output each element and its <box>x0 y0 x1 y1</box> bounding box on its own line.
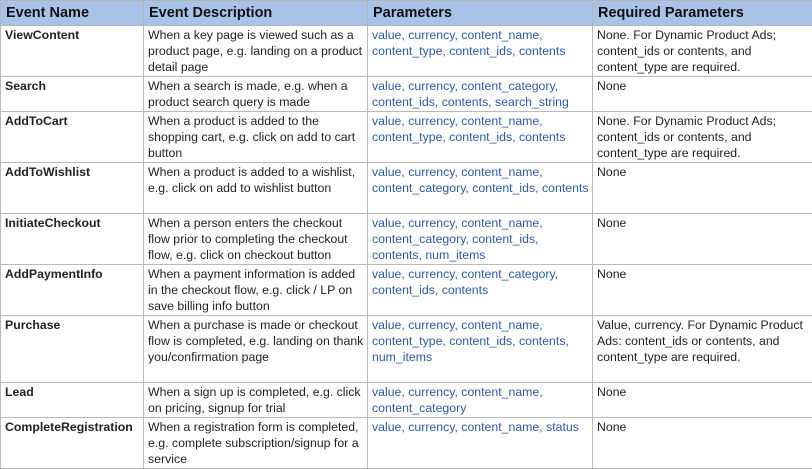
table-row <box>1 418 812 469</box>
parameters-cell: value, currency, content_name, content_category, content_ids, contents, num_items <box>368 214 593 265</box>
event-name-cell: Purchase <box>1 316 144 383</box>
header-event-name: Event Name <box>1 1 144 26</box>
event-description-cell: When a registration form is completed, e.g. complete subscription/signup for a service <box>144 418 368 469</box>
required-parameters-cell: None <box>593 163 812 214</box>
parameters-cell: value, currency, content_category, content_ids, contents <box>368 265 593 316</box>
parameters-cell: value, currency, content_name, status <box>368 418 593 469</box>
parameters-cell: value, currency, content_category, content_ids, contents, search_string <box>368 77 593 112</box>
parameters-cell: value, currency, content_name, content_category <box>368 383 593 418</box>
parameters-cell: value, currency, content_name, content_type, content_ids, contents <box>368 112 593 163</box>
event-description-cell: When a search is made, e.g. when a product search query is made <box>144 77 368 112</box>
header-required-parameters: Required Parameters <box>593 1 812 26</box>
table-row <box>1 163 812 214</box>
event-description-cell: When a product is added to the shopping cart, e.g. click on add to cart button <box>144 112 368 163</box>
parameters-cell: value, currency, content_name, content_type, content_ids, contents <box>368 26 593 77</box>
table-row <box>1 316 812 383</box>
table-row <box>1 214 812 265</box>
required-parameters-cell: None <box>593 383 812 418</box>
required-parameters-cell: None <box>593 265 812 316</box>
event-name-cell: AddToCart <box>1 112 144 163</box>
event-name-cell: CompleteRegistration <box>1 418 144 469</box>
header-parameters: Parameters <box>368 1 593 26</box>
event-description-cell: When a payment information is added in the checkout flow, e.g. click / LP on save billing info button <box>144 265 368 316</box>
parameters-cell: value, currency, content_name, content_type, content_ids, contents, num_items <box>368 316 593 383</box>
required-parameters-cell: None <box>593 418 812 469</box>
event-description-cell: When a sign up is completed, e.g. click on pricing, signup for trial <box>144 383 368 418</box>
table-row <box>1 383 812 418</box>
table-row <box>1 26 812 77</box>
parameters-cell: value, currency, content_name, content_category, content_ids, contents <box>368 163 593 214</box>
header-row <box>1 1 812 26</box>
table-row <box>1 77 812 112</box>
event-name-cell: AddPaymentInfo <box>1 265 144 316</box>
required-parameters-cell: None. For Dynamic Product Ads; content_ids or contents, and content_type are required. <box>593 26 812 77</box>
header-event-description: Event Description <box>144 1 368 26</box>
event-name-cell: Lead <box>1 383 144 418</box>
table-row <box>1 265 812 316</box>
event-description-cell: When a person enters the checkout flow prior to completing the checkout flow, e.g. click on checkout button <box>144 214 368 265</box>
required-parameters-cell: None. For Dynamic Product Ads; content_ids or contents, and content_type are required. <box>593 112 812 163</box>
required-parameters-cell: None <box>593 77 812 112</box>
event-name-cell: AddToWishlist <box>1 163 144 214</box>
event-name-cell: Search <box>1 77 144 112</box>
event-description-cell: When a purchase is made or checkout flow is completed, e.g. landing on thank you/confirmation page <box>144 316 368 383</box>
required-parameters-cell: None <box>593 214 812 265</box>
required-parameters-cell: Value, currency. For Dynamic Product Ads: content_ids or contents, and content_type are required. <box>593 316 812 383</box>
event-description-cell: When a key page is viewed such as a product page, e.g. landing on a product detail page <box>144 26 368 77</box>
event-name-cell: ViewContent <box>1 26 144 77</box>
table-row <box>1 112 812 163</box>
event-name-cell: InitiateCheckout <box>1 214 144 265</box>
event-description-cell: When a product is added to a wishlist, e.g. click on add to wishlist button <box>144 163 368 214</box>
